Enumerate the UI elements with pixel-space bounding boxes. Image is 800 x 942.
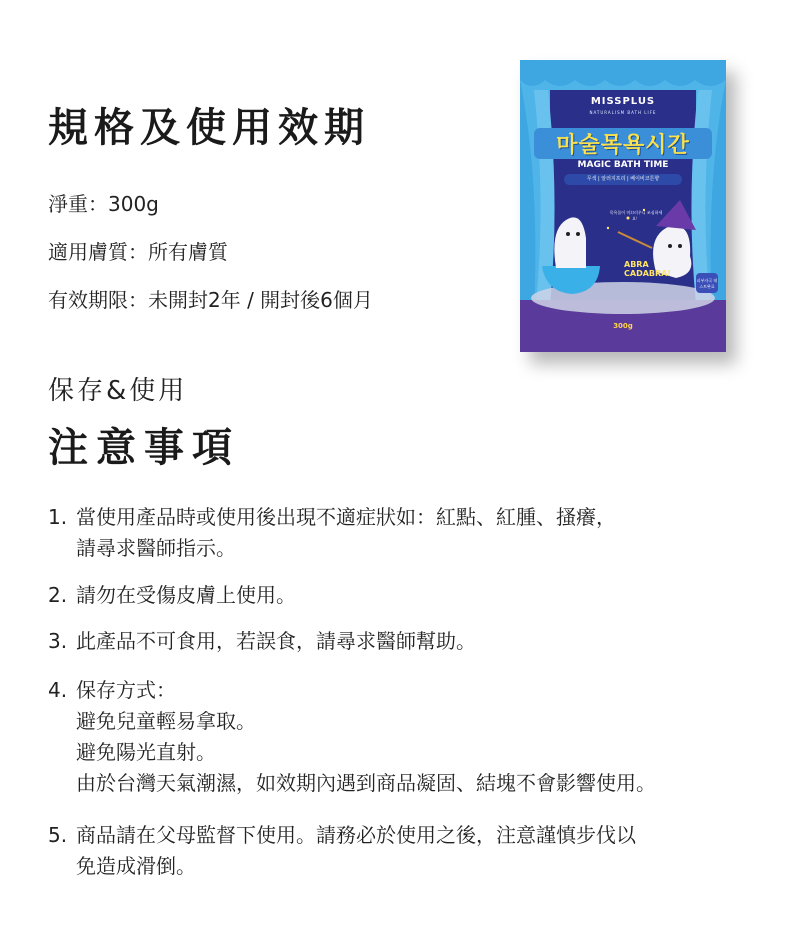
notice-item-line: 避免兒童輕易拿取。 [76, 709, 256, 733]
notice-item-line: 免造成滑倒。 [76, 854, 196, 878]
notice-item-line: 1. 當使用產品時或使用後出現不適症狀如：紅點、紅腫、搔癢， [48, 502, 616, 533]
product-korean-title: 마술목욕시간 [534, 128, 712, 159]
notice-item-line: 由於台灣天氣潮濕，如效期內遇到商品凝固、結塊不會影響使用。 [76, 771, 656, 795]
item-number: 5. [48, 823, 68, 847]
spec-title: 規格及使用效期 [48, 105, 370, 151]
expiry-period: 有效期限：未開封2年 / 開封後6個月 [48, 288, 373, 312]
notice-item-line: 4. 保存方式： [48, 675, 656, 706]
notice-title: 注意事項 [48, 425, 240, 471]
spell-line-2: CADABRA! [624, 269, 671, 278]
item-number: 3. [48, 629, 68, 653]
notice-item-line: 2. 請勿在受傷皮膚上使用。 [48, 580, 296, 611]
ghost-speech: 목욕물이 미끄러우니 조심하세요！ [609, 210, 663, 221]
notice-item-line: 5. 商品請在父母監督下使用。請務必於使用之後，注意謹慎步伐以 [48, 820, 636, 851]
product-box-image [520, 60, 726, 352]
test-badge: 피부자극 테스트완료 [696, 273, 718, 293]
item-number: 2. [48, 583, 68, 607]
notice-item-1 [48, 502, 616, 564]
brand-tagline: NATURALISM BATH LIFE [589, 110, 657, 115]
brand-logo: MISSPLUS [590, 96, 656, 107]
storage-usage-heading: 保存&使用 [48, 376, 188, 406]
spell-line-1: ABRA [624, 260, 649, 269]
notice-item-3 [48, 626, 476, 657]
net-weight: 淨重：300g [48, 192, 159, 216]
notice-item-2 [48, 580, 296, 611]
product-tags: 무색 | 알러지프리 | 베이비코튼향 [564, 174, 682, 185]
box-weight: 300g [613, 322, 633, 330]
item-number: 4. [48, 678, 68, 702]
notice-item-line: 請尋求醫師指示。 [76, 536, 236, 560]
skin-type: 適用膚質：所有膚質 [48, 240, 228, 264]
notice-item-line: 避免陽光直射。 [76, 740, 216, 764]
product-english-title: MAGIC BATH TIME [577, 160, 669, 170]
notice-item-4 [48, 675, 656, 799]
item-number: 1. [48, 505, 68, 529]
notice-item-line: 3. 此產品不可食用，若誤食，請尋求醫師幫助。 [48, 626, 476, 657]
spell-text [624, 260, 671, 278]
notice-item-5 [48, 820, 636, 882]
